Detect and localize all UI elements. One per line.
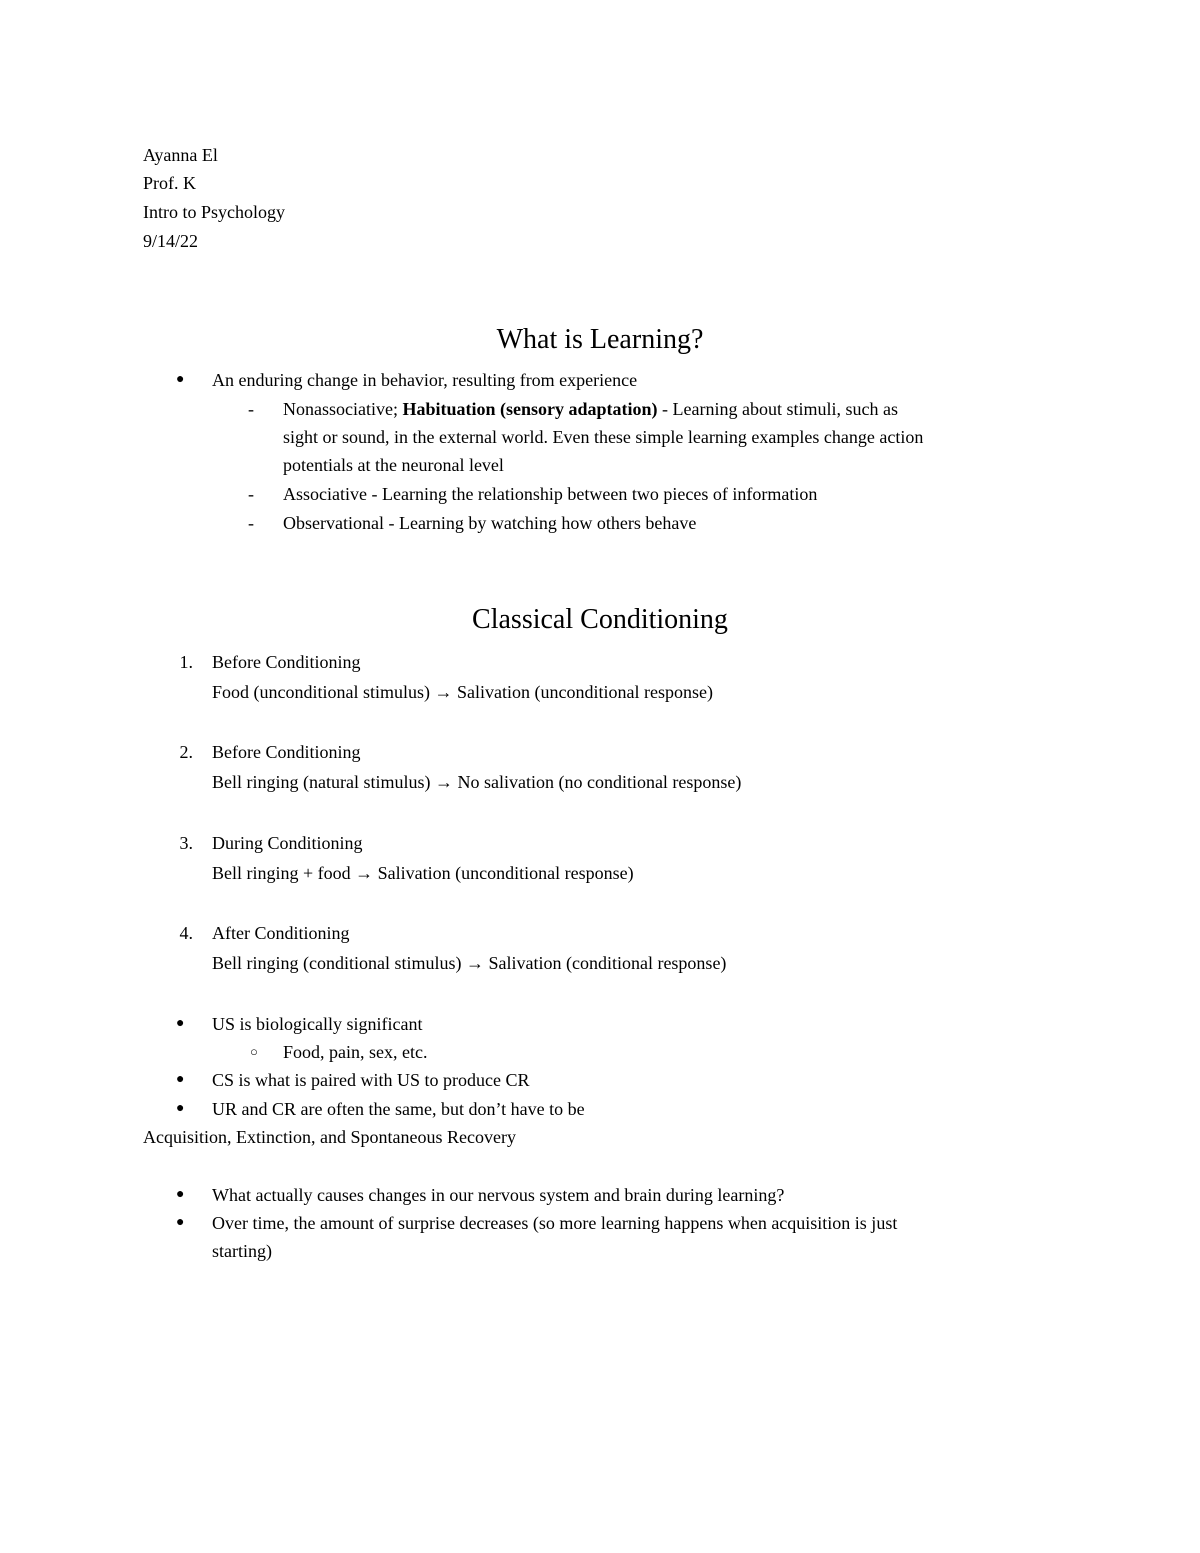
step-label: Before Conditioning bbox=[212, 742, 361, 762]
step-number: 2. bbox=[179, 742, 193, 762]
heading-classical-conditioning: Classical Conditioning bbox=[472, 604, 728, 635]
step-number: 1. bbox=[179, 652, 193, 672]
nonassociative-prefix: Nonassociative; bbox=[283, 399, 403, 419]
ur-cr-bullet: UR and CR are often the same, but don’t have to be bbox=[212, 1099, 585, 1119]
observational-line: Observational - Learning by watching how others behave bbox=[283, 513, 697, 533]
student-name: Ayanna El bbox=[143, 145, 218, 165]
hollow-bullet-icon: ○ bbox=[250, 1044, 258, 1059]
step-detail: Bell ringing (conditional stimulus) → Salivation (conditional response) bbox=[212, 953, 727, 973]
bullet-icon: ● bbox=[176, 1016, 185, 1031]
habituation-bold: Habituation (sensory adaptation) bbox=[402, 399, 658, 419]
step-detail: Food (unconditional stimulus) → Salivation (unconditional response) bbox=[212, 682, 713, 702]
bullet-icon: ● bbox=[176, 372, 185, 387]
learning-definition: An enduring change in behavior, resulting from experience bbox=[212, 370, 638, 390]
professor-name: Prof. K bbox=[143, 173, 196, 193]
associative-line: Associative - Learning the relationship between two pieces of information bbox=[283, 484, 818, 504]
bullet-icon: ● bbox=[176, 1072, 185, 1087]
step-number: 3. bbox=[179, 833, 193, 853]
dash-icon: - bbox=[248, 513, 254, 533]
bullet-icon: ● bbox=[176, 1187, 185, 1202]
surprise-line-1: Over time, the amount of surprise decreases (so more learning happens when acquisition is just bbox=[212, 1213, 898, 1233]
step-detail: Bell ringing + food → Salivation (unconditional response) bbox=[212, 863, 634, 883]
nonassociative-line-1 bbox=[283, 395, 898, 423]
nonassociative-line-2: sight or sound, in the external world. Even these simple learning examples change action bbox=[283, 427, 924, 447]
date: 9/14/22 bbox=[143, 231, 199, 251]
bullet-icon: ● bbox=[176, 1215, 185, 1230]
cs-bullet: CS is what is paired with US to produce CR bbox=[212, 1070, 530, 1090]
surprise-line-2: starting) bbox=[212, 1241, 272, 1261]
nervous-system-question: What actually causes changes in our nervous system and brain during learning? bbox=[212, 1185, 785, 1205]
subheading-acquisition: Acquisition, Extinction, and Spontaneous Recovery bbox=[143, 1127, 516, 1147]
nonassociative-rest: - Learning about stimuli, such as bbox=[657, 399, 898, 419]
bullet-icon: ● bbox=[176, 1101, 185, 1116]
step-label: After Conditioning bbox=[212, 923, 350, 943]
step-label: During Conditioning bbox=[212, 833, 363, 853]
us-sub-bullet: Food, pain, sex, etc. bbox=[283, 1042, 428, 1062]
dash-icon: - bbox=[248, 399, 254, 419]
dash-icon: - bbox=[248, 484, 254, 504]
step-detail: Bell ringing (natural stimulus) → No salivation (no conditional response) bbox=[212, 772, 742, 792]
heading-what-is-learning: What is Learning? bbox=[496, 324, 704, 355]
step-label: Before Conditioning bbox=[212, 652, 361, 672]
us-bullet: US is biologically significant bbox=[212, 1014, 423, 1034]
nonassociative-line-3: potentials at the neuronal level bbox=[283, 455, 504, 475]
step-number: 4. bbox=[179, 923, 193, 943]
course-name: Intro to Psychology bbox=[143, 202, 285, 222]
